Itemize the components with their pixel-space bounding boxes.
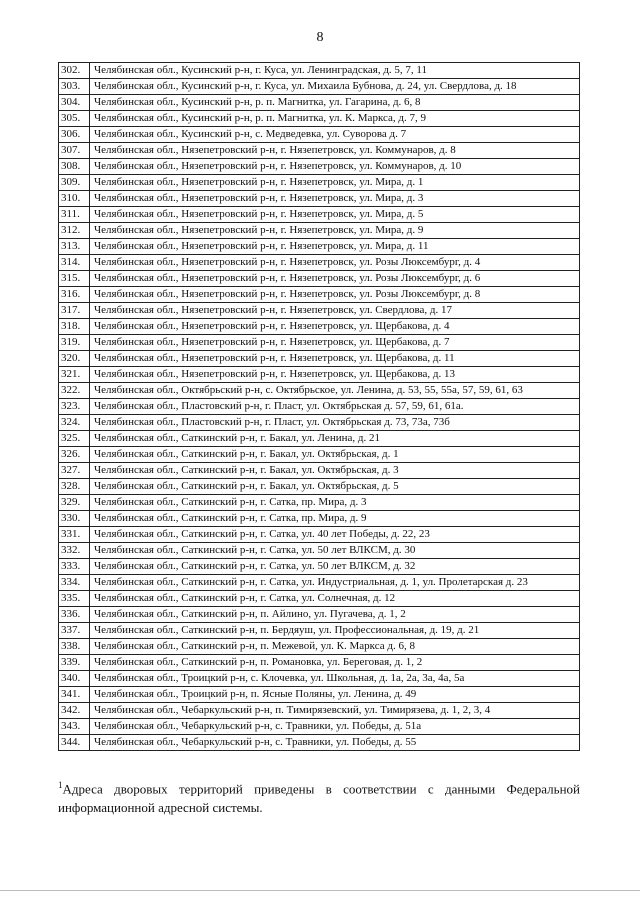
row-address: Челябинская обл., Саткинский р-н, г. Бакал, ул. Октябрьская, д. 5 (90, 479, 580, 495)
row-address: Челябинская обл., Октябрьский р-н, с. Октябрьское, ул. Ленина, д. 53, 55, 55а, 57, 59, 61, 63 (90, 383, 580, 399)
row-address: Челябинская обл., Кусинский р-н, г. Куса, ул. Ленинградская, д. 5, 7, 11 (90, 63, 580, 79)
table-row (59, 95, 580, 111)
row-address: Челябинская обл., Саткинский р-н, г. Бакал, ул. Октябрьская, д. 3 (90, 463, 580, 479)
table-row (59, 399, 580, 415)
row-number: 305. (59, 111, 90, 127)
row-address: Челябинская обл., Нязепетровский р-н, г. Нязепетровск, ул. Розы Люксембург, д. 4 (90, 255, 580, 271)
row-number: 323. (59, 399, 90, 415)
row-address: Челябинская обл., Саткинский р-н, п. Бердяуш, ул. Профессиональная, д. 19, д. 21 (90, 623, 580, 639)
row-number: 307. (59, 143, 90, 159)
row-address: Челябинская обл., Саткинский р-н, г. Сатка, ул. 50 лет ВЛКСМ, д. 32 (90, 559, 580, 575)
table-row (59, 655, 580, 671)
table-row (59, 703, 580, 719)
row-number: 303. (59, 79, 90, 95)
table-row (59, 559, 580, 575)
row-address: Челябинская обл., Саткинский р-н, г. Сатка, ул. 50 лет ВЛКСМ, д. 30 (90, 543, 580, 559)
table-row (59, 271, 580, 287)
row-address: Челябинская обл., Нязепетровский р-н, г. Нязепетровск, ул. Розы Люксембург, д. 8 (90, 287, 580, 303)
footnote (58, 776, 580, 817)
row-number: 336. (59, 607, 90, 623)
table-row (59, 335, 580, 351)
table-row (59, 639, 580, 655)
table-row (59, 543, 580, 559)
row-number: 315. (59, 271, 90, 287)
footnote-text: Адреса дворовых территорий приведены в соответствии с данными Федеральной информационной адресной системы. (58, 781, 580, 816)
row-number: 339. (59, 655, 90, 671)
bottom-divider (0, 890, 640, 891)
row-address: Челябинская обл., Кусинский р-н, р. п. Магнитка, ул. Гагарина, д. 6, 8 (90, 95, 580, 111)
table-row (59, 719, 580, 735)
row-address: Челябинская обл., Саткинский р-н, г. Сатка, ул. Индустриальная, д. 1, ул. Пролетарская д. 23 (90, 575, 580, 591)
table-row (59, 351, 580, 367)
row-number: 326. (59, 447, 90, 463)
table-row (59, 607, 580, 623)
table-row (59, 479, 580, 495)
row-number: 317. (59, 303, 90, 319)
table-row (59, 303, 580, 319)
row-number: 335. (59, 591, 90, 607)
row-number: 343. (59, 719, 90, 735)
row-number: 341. (59, 687, 90, 703)
row-number: 304. (59, 95, 90, 111)
table-row (59, 575, 580, 591)
row-address: Челябинская обл., Нязепетровский р-н, г. Нязепетровск, ул. Щербакова, д. 13 (90, 367, 580, 383)
address-table (58, 62, 580, 751)
row-number: 334. (59, 575, 90, 591)
row-number: 344. (59, 735, 90, 751)
row-number: 312. (59, 223, 90, 239)
table-row (59, 239, 580, 255)
row-address: Челябинская обл., Нязепетровский р-н, г. Нязепетровск, ул. Мира, д. 3 (90, 191, 580, 207)
table-row (59, 735, 580, 751)
row-address: Челябинская обл., Нязепетровский р-н, г. Нязепетровск, ул. Мира, д. 11 (90, 239, 580, 255)
row-number: 340. (59, 671, 90, 687)
table-row (59, 143, 580, 159)
row-address: Челябинская обл., Саткинский р-н, г. Бакал, ул. Октябрьская, д. 1 (90, 447, 580, 463)
row-number: 302. (59, 63, 90, 79)
table-row (59, 447, 580, 463)
table-row (59, 175, 580, 191)
row-number: 338. (59, 639, 90, 655)
row-address: Челябинская обл., Саткинский р-н, г. Сатка, ул. Солнечная, д. 12 (90, 591, 580, 607)
row-number: 331. (59, 527, 90, 543)
row-number: 327. (59, 463, 90, 479)
table-row (59, 191, 580, 207)
row-number: 320. (59, 351, 90, 367)
address-table-body (59, 63, 580, 751)
row-number: 324. (59, 415, 90, 431)
row-number: 342. (59, 703, 90, 719)
row-number: 313. (59, 239, 90, 255)
table-row (59, 463, 580, 479)
row-number: 321. (59, 367, 90, 383)
row-address: Челябинская обл., Нязепетровский р-н, г. Нязепетровск, ул. Мира, д. 5 (90, 207, 580, 223)
row-address: Челябинская обл., Троицкий р-н, п. Ясные Поляны, ул. Ленина, д. 49 (90, 687, 580, 703)
row-address: Челябинская обл., Нязепетровский р-н, г. Нязепетровск, ул. Щербакова, д. 7 (90, 335, 580, 351)
table-row (59, 383, 580, 399)
row-number: 316. (59, 287, 90, 303)
row-address: Челябинская обл., Саткинский р-н, г. Сатка, пр. Мира, д. 3 (90, 495, 580, 511)
row-number: 310. (59, 191, 90, 207)
table-row (59, 63, 580, 79)
table-row (59, 111, 580, 127)
row-number: 319. (59, 335, 90, 351)
table-row (59, 527, 580, 543)
table-row (59, 207, 580, 223)
row-number: 322. (59, 383, 90, 399)
row-number: 311. (59, 207, 90, 223)
table-row (59, 159, 580, 175)
row-address: Челябинская обл., Нязепетровский р-н, г. Нязепетровск, ул. Щербакова, д. 4 (90, 319, 580, 335)
row-number: 306. (59, 127, 90, 143)
footnote-marker: 1 (58, 780, 63, 790)
table-row (59, 255, 580, 271)
row-address: Челябинская обл., Чебаркульский р-н, с. Травники, ул. Победы, д. 55 (90, 735, 580, 751)
table-row (59, 319, 580, 335)
table-row (59, 495, 580, 511)
row-number: 318. (59, 319, 90, 335)
table-row (59, 367, 580, 383)
table-row (59, 431, 580, 447)
table-row (59, 687, 580, 703)
row-address: Челябинская обл., Нязепетровский р-н, г. Нязепетровск, ул. Розы Люксембург, д. 6 (90, 271, 580, 287)
row-address: Челябинская обл., Чебаркульский р-н, п. Тимирязевский, ул. Тимирязева, д. 1, 2, 3, 4 (90, 703, 580, 719)
row-address: Челябинская обл., Кусинский р-н, с. Медведевка, ул. Суворова д. 7 (90, 127, 580, 143)
row-address: Челябинская обл., Саткинский р-н, г. Сатка, пр. Мира, д. 9 (90, 511, 580, 527)
row-address: Челябинская обл., Чебаркульский р-н, с. Травники, ул. Победы, д. 51а (90, 719, 580, 735)
row-address: Челябинская обл., Пластовский р-н, г. Пласт, ул. Октябрьская д. 57, 59, 61, 61а. (90, 399, 580, 415)
table-row (59, 623, 580, 639)
page-number: 8 (316, 30, 324, 45)
row-number: 332. (59, 543, 90, 559)
row-address: Челябинская обл., Саткинский р-н, г. Бакал, ул. Ленина, д. 21 (90, 431, 580, 447)
row-address: Челябинская обл., Кусинский р-н, г. Куса, ул. Михаила Бубнова, д. 24, ул. Свердлова, д. 18 (90, 79, 580, 95)
row-address: Челябинская обл., Пластовский р-н, г. Пласт, ул. Октябрьская д. 73, 73а, 73б (90, 415, 580, 431)
row-number: 309. (59, 175, 90, 191)
table-row (59, 127, 580, 143)
table-row (59, 671, 580, 687)
row-number: 333. (59, 559, 90, 575)
row-number: 314. (59, 255, 90, 271)
row-number: 328. (59, 479, 90, 495)
row-number: 329. (59, 495, 90, 511)
row-address: Челябинская обл., Саткинский р-н, п. Межевой, ул. К. Маркса д. 6, 8 (90, 639, 580, 655)
row-address: Челябинская обл., Саткинский р-н, п. Айлино, ул. Пугачева, д. 1, 2 (90, 607, 580, 623)
row-address: Челябинская обл., Нязепетровский р-н, г. Нязепетровск, ул. Свердлова, д. 17 (90, 303, 580, 319)
row-address: Челябинская обл., Саткинский р-н, г. Сатка, ул. 40 лет Победы, д. 22, 23 (90, 527, 580, 543)
table-row (59, 79, 580, 95)
table-row (59, 415, 580, 431)
row-address: Челябинская обл., Кусинский р-н, р. п. Магнитка, ул. К. Маркса, д. 7, 9 (90, 111, 580, 127)
row-address: Челябинская обл., Нязепетровский р-н, г. Нязепетровск, ул. Мира, д. 9 (90, 223, 580, 239)
table-row (59, 511, 580, 527)
row-number: 325. (59, 431, 90, 447)
row-address: Челябинская обл., Саткинский р-н, п. Романовка, ул. Береговая, д. 1, 2 (90, 655, 580, 671)
row-address: Челябинская обл., Нязепетровский р-н, г. Нязепетровск, ул. Коммунаров, д. 8 (90, 143, 580, 159)
table-row (59, 223, 580, 239)
row-address: Челябинская обл., Нязепетровский р-н, г. Нязепетровск, ул. Щербакова, д. 11 (90, 351, 580, 367)
table-row (59, 591, 580, 607)
row-number: 330. (59, 511, 90, 527)
row-number: 337. (59, 623, 90, 639)
row-address: Челябинская обл., Нязепетровский р-н, г. Нязепетровск, ул. Мира, д. 1 (90, 175, 580, 191)
table-row (59, 287, 580, 303)
row-number: 308. (59, 159, 90, 175)
row-address: Челябинская обл., Нязепетровский р-н, г. Нязепетровск, ул. Коммунаров, д. 10 (90, 159, 580, 175)
row-address: Челябинская обл., Троицкий р-н, с. Клочевка, ул. Школьная, д. 1а, 2а, 3а, 4а, 5а (90, 671, 580, 687)
